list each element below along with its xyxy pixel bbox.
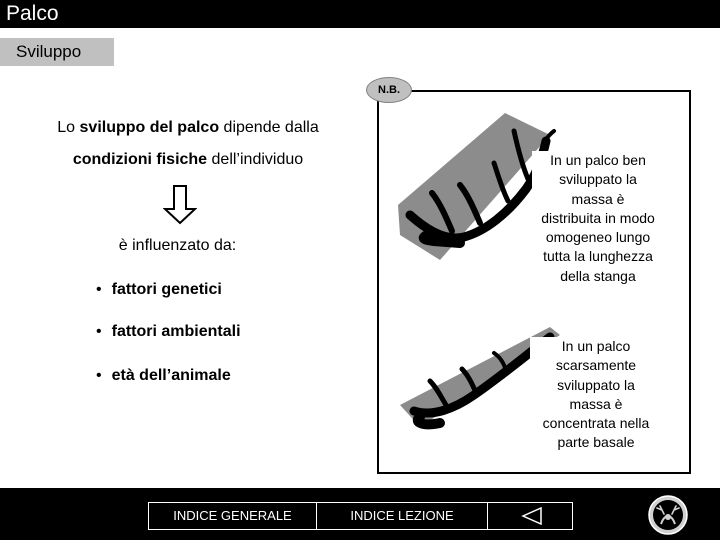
factor-item: • fattori ambientali	[96, 323, 241, 340]
lesson-index-button[interactable]: INDICE LEZIONE	[316, 502, 488, 530]
general-index-button[interactable]: INDICE GENERALE	[148, 502, 317, 530]
note-well-developed: In un palco ben sviluppato la massa è distribuita in modo omogeneo lungo tutta la lunghezza della stanga	[532, 151, 664, 286]
well-developed-antler-image	[398, 113, 554, 260]
page-title: Palco	[6, 2, 59, 25]
section-label: Sviluppo	[16, 42, 82, 61]
factor-item: • età dell’animale	[96, 367, 231, 384]
influenced-label: è influenzato da:	[118, 237, 237, 254]
nb-badge: N.B.	[366, 77, 412, 103]
intro-line-2: condizioni fisiche dell’individuo	[72, 151, 304, 168]
back-triangle-icon[interactable]	[521, 506, 543, 526]
factor-item: • fattori genetici	[96, 281, 222, 298]
section-tab	[0, 38, 114, 66]
title-bar	[0, 0, 720, 28]
intro-line-1: Lo sviluppo del palco dipende dalla	[57, 119, 319, 136]
deer-logo-icon	[647, 494, 689, 536]
note-poorly-developed: In un palco scarsamente sviluppato la massa è concentrata nella parte basale	[530, 337, 662, 453]
down-arrow-icon	[163, 185, 197, 225]
